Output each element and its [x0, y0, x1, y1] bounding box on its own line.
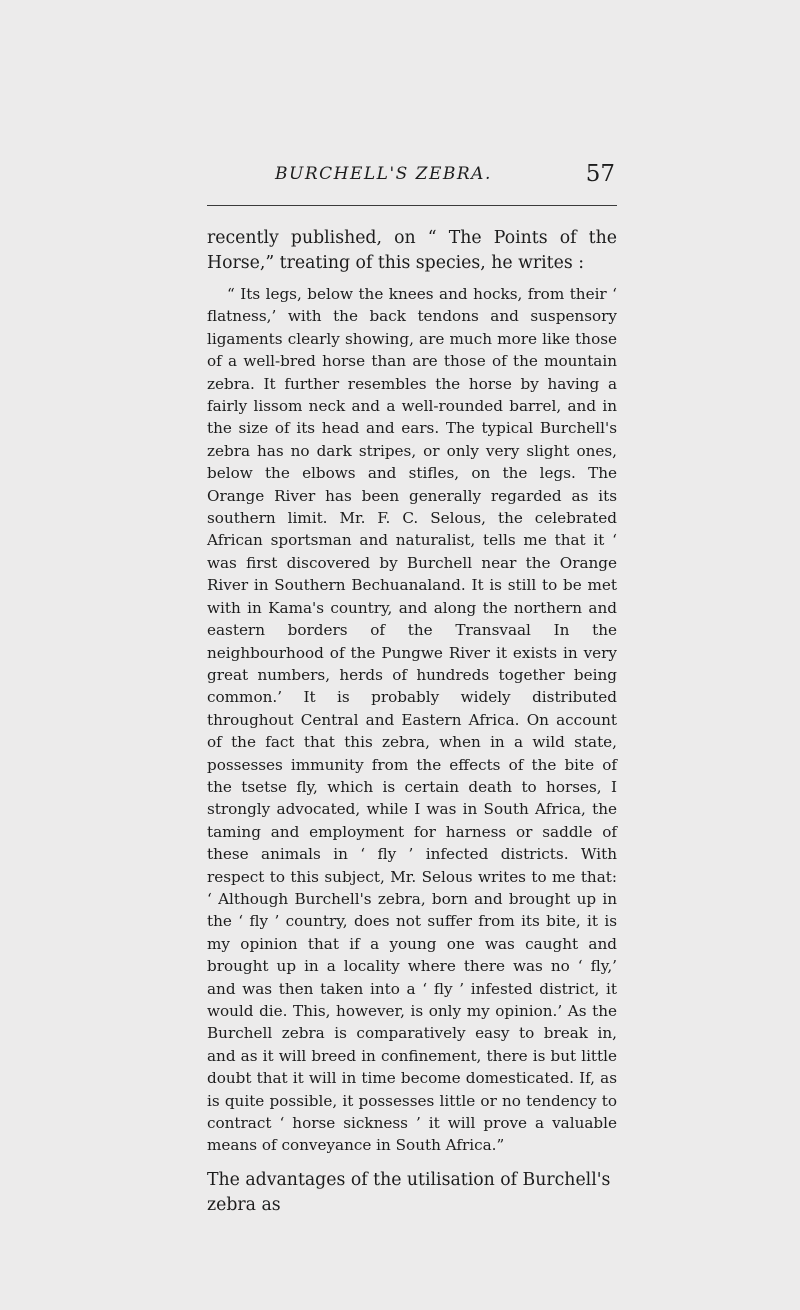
page-number: 57 [585, 161, 615, 187]
body-text [207, 226, 617, 1218]
running-head [205, 161, 615, 196]
quoted-paragraph: “ Its legs, below the knees and hocks, from their ‘ flatness,’ with the back tendons and suspensory ligaments clearly showing, are much more like those of a well-bred horse than are those of the mountain zebra. It further resembles the horse by having a fairly lissom neck and a well-rounded barrel, and in the size of its head and ears. The typical Burchell's zebra has no dark stripes, or only very slight ones, below the elbows and stifles, on the legs. The Orange River has been generally regarded as its southern limit. Mr. F. C. Selous, the celebrated African sportsman and naturalist, tells me that it ‘ was first discovered by Burchell near the Orange River in Southern Bechuanaland. It is still to be met with in Kama's country, and along the northern and eastern borders of the Transvaal In the neighbourhood of the Pungwe River it exists in very great numbers, herds of hundreds together being common.’ It is probably widely distributed throughout Central and Eastern Africa. On account of the fact that this zebra, when in a wild state, possesses immunity from the effects of the bite of the tsetse fly, which is certain death to horses, I strongly advocated, while I was in South Africa, the taming and employment for harness or saddle of these animals in ‘ fly ’ infected districts. With respect to this subject, Mr. Selous writes to me that: ‘ Although Burchell's zebra, born and brought up in the ‘ fly ’ country, does not suffer from its bite, it is my opinion that if a young one was caught and brought up in a locality where there was no ‘ fly,’ and was then taken into a ‘ fly ’ infested district, it would die. This, however, is only my opinion.’ As the Burchell zebra is comparatively easy to break in, and as it will breed in confinement, there is but little doubt that it will in time become domesticated. If, as is quite possible, it possesses little or no tendency to contract ‘ horse sickness ’ it will prove a valuable means of conveyance in South Africa.” [207, 285, 617, 1155]
intro-paragraph: recently published, on “ The Points of the Horse,” treating of this species, he writes : [207, 228, 617, 273]
running-title: BURCHELL'S ZEBRA. [275, 164, 492, 184]
header-rule [207, 205, 617, 206]
continuation-paragraph: The advantages of the utilisation of Burchell's zebra as [207, 1169, 611, 1215]
